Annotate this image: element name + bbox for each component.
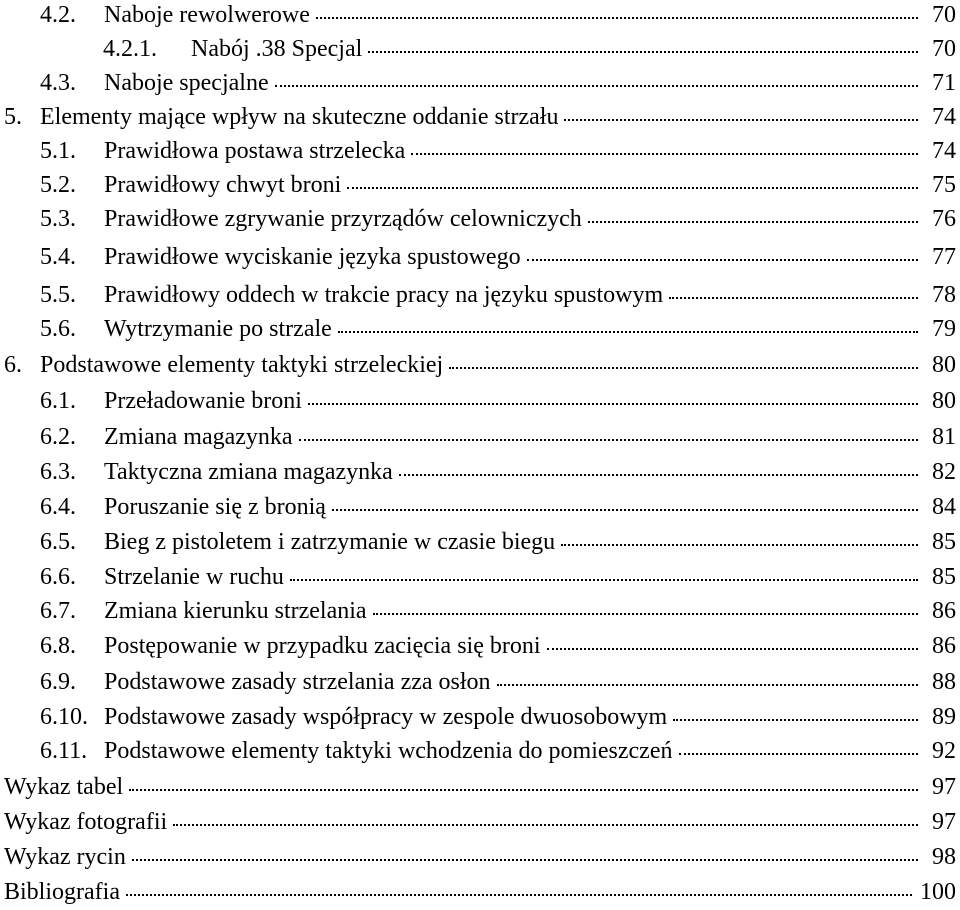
toc-entry-number: 6.3. [40,459,76,485]
toc-entry-page: 100 [920,879,956,905]
dot-leader [679,752,919,755]
toc-entry-title: Wykaz tabel [4,774,124,800]
toc-entry-page: 86 [932,598,956,624]
toc-entry-title: Naboje specjalne [104,70,269,96]
toc-entry-page: 98 [932,844,956,870]
toc-entry[interactable] [40,134,956,168]
toc-entry-page: 97 [932,774,956,800]
dot-leader [669,296,918,299]
toc-entry-title: Poruszanie się z bronią [104,494,326,520]
toc-entry-page: 78 [932,282,956,308]
dot-leader [275,84,918,87]
toc-entry-title: Bieg z pistoletem i zatrzymanie w czasie biegu [104,529,556,555]
toc-entry-page: 89 [932,704,956,730]
toc-entry-title: Strzelanie w ruchu [104,564,284,590]
toc-entry-number: 6.11. [40,738,88,764]
toc-entry-page: 92 [932,738,956,764]
toc-entry-number: 6.10. [40,704,88,730]
dot-leader [132,858,918,861]
toc-entry-title: Nabój .38 Specjal [191,36,363,62]
toc-entry-title: Wykaz rycin [4,844,126,870]
toc-entry[interactable] [40,202,956,236]
toc-entry[interactable] [40,312,956,346]
toc-entry-page: 70 [932,36,956,62]
toc-entry-title: Zmiana magazynka [104,424,293,450]
toc-entry-title: Prawidłowe wyciskanie języka spustowego [104,244,521,270]
toc-entry[interactable] [40,455,956,489]
toc-entry-number: 6.9. [40,669,76,695]
toc-entry-title: Prawidłowe zgrywanie przyrządów celowniczych [104,206,582,232]
toc-entry-page: 86 [932,633,956,659]
dot-leader [332,508,918,511]
dot-leader [564,118,918,121]
toc-entry-title: Naboje rewolwerowe [104,2,310,28]
toc-entry-number: 6.6. [40,564,76,590]
toc-entry-number: 5. [4,104,22,130]
toc-entry[interactable] [103,32,956,66]
toc-entry[interactable] [4,875,956,909]
toc-entry[interactable] [40,278,956,312]
toc-entry-page: 97 [932,809,956,835]
toc-entry-number: 6.1. [40,388,76,414]
toc-entry-page: 88 [932,669,956,695]
toc-entry-number: 4.2. [40,2,76,28]
toc-entry-number: 5.4. [40,244,76,270]
toc-entry-page: 85 [932,529,956,555]
dot-leader [411,152,918,155]
toc-entry-title: Podstawowe zasady współpracy w zespole dwuosobowym [104,704,668,730]
toc-entry[interactable] [40,629,956,663]
toc-entry-number: 6.7. [40,598,76,624]
toc-entry-title: Przeładowanie broni [104,388,302,414]
toc-entry-number: 4.3. [40,70,76,96]
dot-leader [527,258,918,261]
toc-entry-page: 79 [932,316,956,342]
toc-entry-title: Podstawowe zasady strzelania zza osłon [104,669,491,695]
toc-entry-number: 5.1. [40,138,76,164]
toc-entry[interactable] [4,805,956,839]
toc-entry-number: 5.3. [40,206,76,232]
dot-leader [373,612,918,615]
toc-entry-title: Postępowanie w przypadku zacięcia się broni [104,633,541,659]
toc-entry[interactable] [40,700,956,734]
dot-leader [338,330,918,333]
dot-leader [316,16,918,19]
dot-leader [173,823,918,826]
toc-entry-page: 81 [932,424,956,450]
toc-entry-title: Elementy mające wpływ na skuteczne oddanie strzału [40,104,559,130]
toc-entry-page: 84 [932,494,956,520]
toc-entry-page: 80 [932,352,956,378]
toc-entry-page: 75 [932,172,956,198]
toc-entry[interactable] [4,840,956,874]
toc-entry-number: 6.2. [40,424,76,450]
toc-entry[interactable] [40,168,956,202]
toc-entry-page: 76 [932,206,956,232]
toc-entry[interactable] [40,594,956,628]
toc-entry-page: 70 [932,2,956,28]
toc-entry-page: 71 [932,70,956,96]
toc-entry[interactable] [4,348,956,382]
toc-entry[interactable] [40,66,956,100]
toc-entry-number: 6.5. [40,529,76,555]
dot-leader [299,438,918,441]
dot-leader [449,366,918,369]
toc-entry-number: 6. [4,352,22,378]
toc-entry[interactable] [40,420,956,454]
toc-entry-title: Wytrzymanie po strzale [104,316,332,342]
toc-entry[interactable] [4,770,956,804]
toc-entry[interactable] [40,734,956,768]
dot-leader [497,683,918,686]
toc-entry[interactable] [40,490,956,524]
toc-entry-title: Zmiana kierunku strzelania [104,598,367,624]
toc-entry-title: Prawidłowa postawa strzelecka [104,138,406,164]
dot-leader [399,473,918,476]
toc-entry-page: 82 [932,459,956,485]
toc-entry-title: Bibliografia [4,879,120,905]
toc-entry-page: 80 [932,388,956,414]
dot-leader [547,647,918,650]
dot-leader [129,788,918,791]
toc-entry-title: Prawidłowy oddech w trakcie pracy na języku spustowym [104,282,664,308]
toc-entry[interactable] [4,100,956,134]
toc-entry[interactable] [40,525,956,559]
toc-entry[interactable] [40,384,956,418]
toc-entry-number: 4.2.1. [103,36,157,62]
toc-entry-title: Prawidłowy chwyt broni [104,172,342,198]
dot-leader [308,402,918,405]
toc-entry-number: 5.5. [40,282,76,308]
toc-entry-number: 6.4. [40,494,76,520]
toc-entry-number: 5.2. [40,172,76,198]
toc-entry-number: 5.6. [40,316,76,342]
toc-entry[interactable] [40,665,956,699]
dot-leader [588,220,918,223]
dot-leader [347,186,918,189]
dot-leader [368,50,918,53]
toc-entry-page: 85 [932,564,956,590]
toc-entry-title: Taktyczna zmiana magazynka [104,459,393,485]
toc-entry-title: Podstawowe elementy taktyki strzeleckiej [40,352,444,378]
dot-leader [126,893,912,896]
toc-entry[interactable] [40,0,956,32]
toc-entry[interactable] [40,560,956,594]
toc-entry-number: 6.8. [40,633,76,659]
dot-leader [290,578,918,581]
toc-entry-page: 74 [932,138,956,164]
toc-entry-title: Wykaz fotografii [4,809,168,835]
toc-entry-page: 74 [932,104,956,130]
dot-leader [561,543,918,546]
toc-entry[interactable] [40,240,956,274]
toc-entry-title: Podstawowe elementy taktyki wchodzenia do pomieszczeń [104,738,673,764]
toc-entry-page: 77 [932,244,956,270]
dot-leader [673,718,918,721]
